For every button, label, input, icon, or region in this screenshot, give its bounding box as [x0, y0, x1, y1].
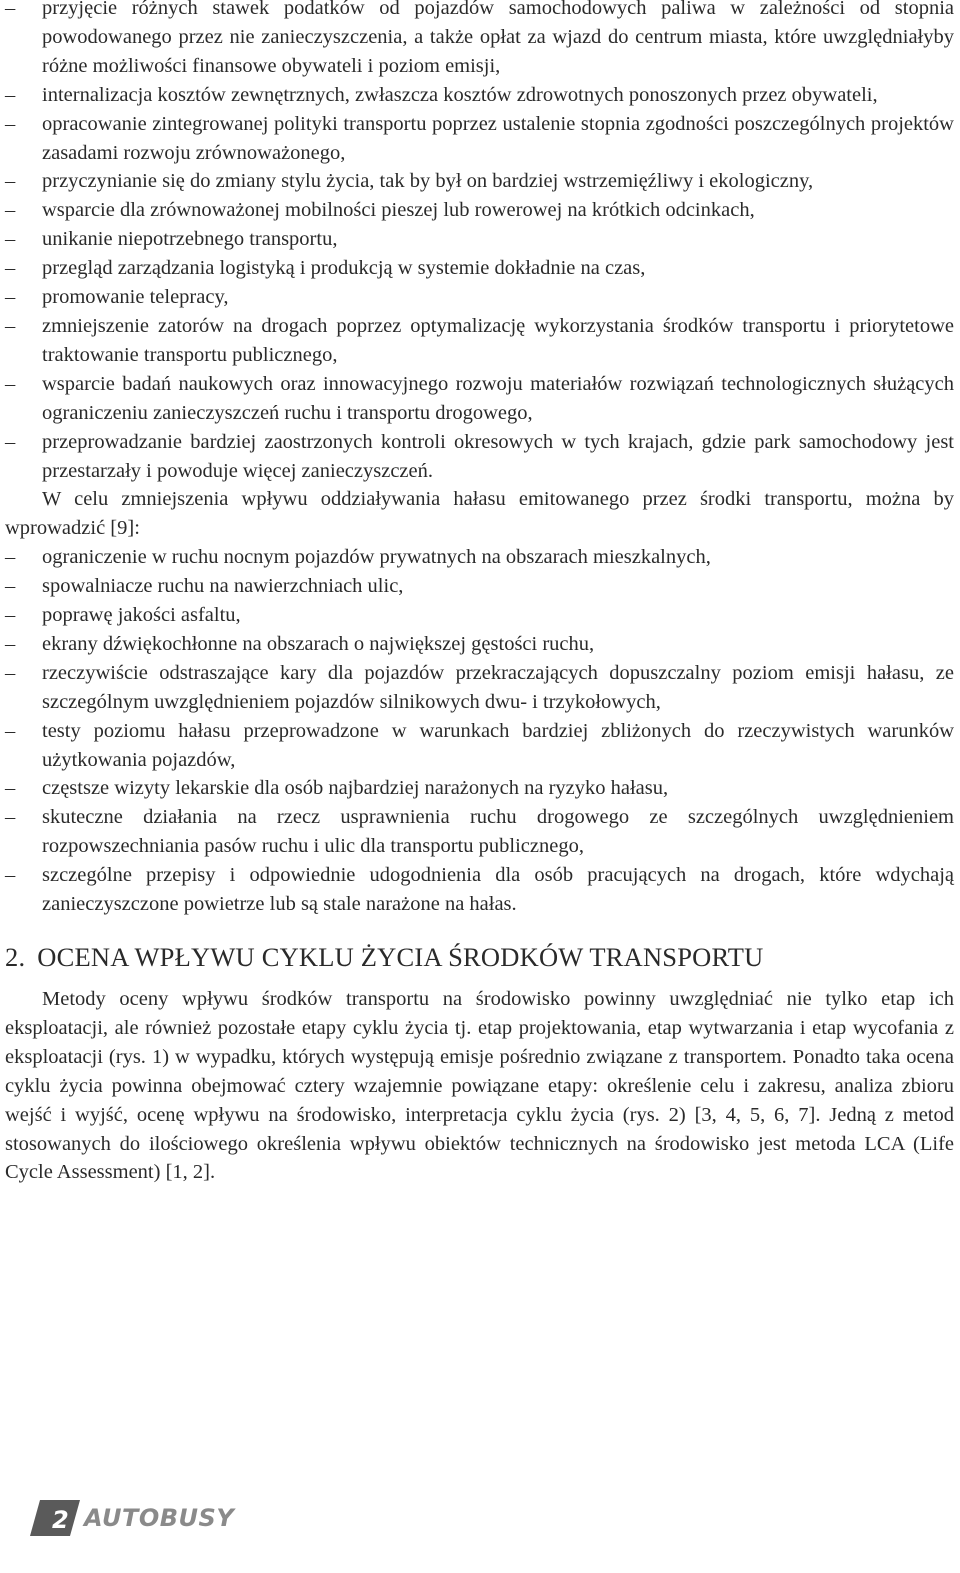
dash-bullet: –: [5, 257, 16, 280]
list-item: [5, 0, 954, 81]
list-item: [5, 81, 954, 110]
list-item: [5, 110, 954, 168]
dash-bullet: –: [5, 372, 16, 395]
document-page: [5, 0, 954, 1187]
list-item: [5, 196, 954, 225]
list-item-text: poprawę jakości asfaltu,: [42, 604, 241, 627]
dash-bullet: –: [5, 170, 16, 193]
dash-bullet: –: [5, 0, 16, 19]
dash-bullet: –: [5, 719, 16, 742]
footer-logo: [28, 1498, 268, 1538]
list-item: [5, 601, 954, 630]
page-number: 2: [52, 1506, 69, 1534]
dash-bullet: –: [5, 777, 16, 800]
list-item: [5, 717, 954, 775]
page-footer: [28, 1498, 268, 1538]
dash-bullet: –: [5, 806, 16, 829]
list-item: [5, 659, 954, 717]
list-item-text: skuteczne działania na rzecz usprawnienia ruchu drogowego ze szczególnych uwzględnieniem rozpowszechniania pasów ruchu i ulic dla transportu publicznego,: [42, 806, 954, 858]
list-item: [5, 543, 954, 572]
list-item: [5, 572, 954, 601]
list-item: [5, 428, 954, 486]
list-item: [5, 861, 954, 919]
dash-bullet: –: [5, 661, 16, 684]
journal-name: AUTOBUSY: [84, 1504, 235, 1532]
dash-bullet: –: [5, 864, 16, 887]
list-item-text: przyczynianie się do zmiany stylu życia, tak by był on bardziej wstrzemięźliwy i ekologiczny,: [42, 170, 814, 193]
list-item-text: zmniejszenie zatorów na drogach poprzez optymalizację wykorzystania środków transportu i priorytetowe traktowanie transportu publicznego,: [42, 314, 954, 366]
section-number: 2.: [5, 942, 26, 972]
section-paragraph: Metody oceny wpływu środków transportu na środowisko powinny uwzględniać nie tylko etap ich eksploatacji, ale również pozostałe etapy cyklu życia tj. etap projektowania, etap wytwarzania i etap wycofania z eksploatacji (rys. 1) w wypadku, których występują emisje pośrednio związane z transportem. Ponadto taka ocena cyklu życia powinna obejmować cztery wzajemnie powiązane etapy: określenie celu i zakresu, analiza zbioru wejść i wyjść, ocenę wpływu na środowisko, interpretacja cyklu życia (rys. 2) [3, 4, 5, 6, 7]. Jedną z metod stosowanych do ilościowego określenia wpływu obiektów technicznych na środowisko jest metoda LCA (Life Cycle Assessment) [1, 2].: [5, 988, 954, 1184]
list-item: [5, 774, 954, 803]
list-item: [5, 254, 954, 283]
dash-bullet: –: [5, 604, 16, 627]
list-item-text: częstsze wizyty lekarskie dla osób najbardziej narażonych na ryzyko hałasu,: [42, 777, 669, 800]
dash-bullet: –: [5, 286, 16, 309]
list-item: [5, 370, 954, 428]
noise-measures-list: [5, 543, 954, 919]
list-item-text: przeprowadzanie bardziej zaostrzonych kontroli okresowych w tych krajach, gdzie park samochodowy jest przestarzały i powoduje więcej zanieczyszczeń.: [42, 430, 954, 482]
list-item-text: szczególne przepisy i odpowiednie udogodnienia dla osób pracujących na drogach, które wdychają zanieczyszczone powietrze lub są stale narażone na hałas.: [42, 864, 954, 916]
list-item: [5, 630, 954, 659]
list-item: [5, 312, 954, 370]
dash-bullet: –: [5, 632, 16, 655]
list-item-text: wsparcie badań naukowych oraz innowacyjnego rozwoju materiałów rozwiązań technologicznych służących ograniczeniu zanieczyszczeń ruchu i transportu drogowego,: [42, 372, 954, 424]
noise-intro-paragraph: W celu zmniejszenia wpływu oddziaływania hałasu emitowanego przez środki transportu, można by wprowadzić [9]:: [5, 488, 954, 540]
list-item-text: testy poziomu hałasu przeprowadzone w warunkach bardziej zbliżonych do rzeczywistych warunków użytkowania pojazdów,: [42, 719, 954, 771]
section-heading: [5, 941, 954, 973]
list-item-text: ograniczenie w ruchu nocnym pojazdów prywatnych na obszarach mieszkalnych,: [42, 546, 711, 569]
list-item-text: przegląd zarządzania logistyką i produkcją w systemie dokładnie na czas,: [42, 257, 646, 280]
dash-bullet: –: [5, 83, 16, 106]
dash-bullet: –: [5, 112, 16, 135]
dash-bullet: –: [5, 314, 16, 337]
dash-bullet: –: [5, 430, 16, 453]
list-item-text: rzeczywiście odstraszające kary dla pojazdów przekraczających dopuszczalny poziom emisji hałasu, ze szczególnym uwzględnieniem pojazdów silnikowych dwu- i trzykołowych,: [42, 661, 954, 713]
dash-bullet: –: [5, 575, 16, 598]
list-item-text: przyjęcie różnych stawek podatków od pojazdów samochodowych paliwa w zależności od stopnia powodowanego przez nie zanieczyszczenia, a także opłat za wjazd do centrum miasta, które uwzględniałyby różne możliwości finansowe obywateli i poziom emisji,: [42, 0, 954, 77]
list-item-text: wsparcie dla zrównoważonej mobilności pieszej lub rowerowej na krótkich odcinkach,: [42, 199, 755, 222]
list-item: [5, 283, 954, 312]
list-item-text: internalizacja kosztów zewnętrznych, zwłaszcza kosztów zdrowotnych ponoszonych przez obywateli,: [42, 83, 878, 106]
list-item-text: promowanie telepracy,: [42, 286, 229, 309]
measures-list: [5, 0, 954, 485]
list-item: [5, 225, 954, 254]
list-item-text: unikanie niepotrzebnego transportu,: [42, 228, 338, 251]
list-item: [5, 167, 954, 196]
dash-bullet: –: [5, 546, 16, 569]
dash-bullet: –: [5, 228, 16, 251]
dash-bullet: –: [5, 199, 16, 222]
list-item-text: ekrany dźwiękochłonne na obszarach o największej gęstości ruchu,: [42, 632, 595, 655]
section-title: OCENA WPŁYWU CYKLU ŻYCIA ŚRODKÓW TRANSPORTU: [37, 942, 764, 972]
list-item-text: spowalniacze ruchu na nawierzchniach ulic,: [42, 575, 404, 598]
list-item: [5, 803, 954, 861]
list-item-text: opracowanie zintegrowanej polityki transportu poprzez ustalenie stopnia zgodności poszczególnych projektów zasadami rozwoju zrównoważonego,: [42, 112, 954, 164]
